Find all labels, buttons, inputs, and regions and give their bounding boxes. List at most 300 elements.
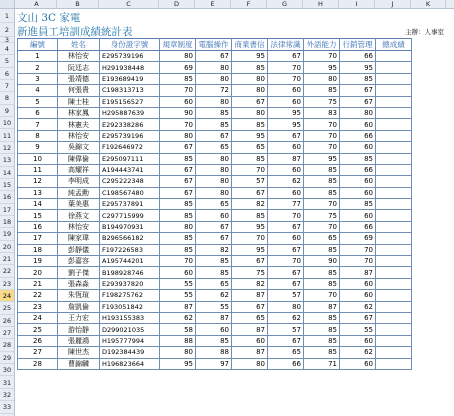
table-cell[interactable]: 95 — [232, 130, 268, 141]
table-cell[interactable]: 11 — [18, 164, 58, 175]
row-header-5[interactable]: 5 — [0, 55, 14, 67]
table-cell[interactable]: 何張貴 — [58, 85, 100, 96]
table-cell[interactable]: 85 — [304, 244, 340, 255]
table-cell[interactable]: 67 — [340, 96, 376, 107]
row-header-1[interactable]: 1 — [0, 9, 14, 23]
table-cell[interactable]: 85 — [160, 73, 196, 84]
row-header-25[interactable]: 25 — [0, 302, 14, 314]
table-cell[interactable]: 60 — [196, 324, 232, 335]
table-cell[interactable]: 65 — [196, 142, 232, 153]
table-cell[interactable]: 陳士桂 — [58, 96, 100, 107]
table-cell[interactable]: 22 — [18, 290, 58, 301]
table-cell[interactable]: 87 — [268, 153, 304, 164]
table-cell[interactable]: 70 — [304, 130, 340, 141]
table-cell[interactable] — [376, 73, 412, 84]
table-cell[interactable]: 60 — [340, 187, 376, 198]
table-header-cell[interactable]: 商業書信 — [232, 39, 268, 51]
table-cell[interactable]: 75 — [232, 267, 268, 278]
table-cell[interactable]: 67 — [232, 96, 268, 107]
table-cell[interactable]: 70 — [268, 210, 304, 221]
table-cell[interactable]: 95 — [232, 51, 268, 62]
table-header-cell[interactable]: 總成績 — [376, 39, 412, 51]
table-cell[interactable]: 10 — [18, 153, 58, 164]
table-cell[interactable]: 徐燕文 — [58, 210, 100, 221]
row-header-24[interactable]: 24 — [0, 290, 14, 302]
table-cell[interactable]: 95 — [304, 62, 340, 73]
table-cell[interactable]: 高耀祥 — [58, 164, 100, 175]
row-header-17[interactable]: 17 — [0, 204, 14, 216]
table-cell[interactable]: 12 — [18, 176, 58, 187]
table-cell[interactable]: 70 — [340, 256, 376, 267]
table-cell[interactable] — [376, 62, 412, 73]
table-cell[interactable]: 85 — [232, 153, 268, 164]
table-cell[interactable]: 67 — [232, 187, 268, 198]
column-header-d[interactable]: D — [159, 0, 195, 8]
table-cell[interactable]: 85 — [340, 153, 376, 164]
table-cell[interactable]: A194443741 — [100, 164, 160, 175]
table-cell[interactable]: 70 — [160, 119, 196, 130]
table-cell[interactable] — [376, 199, 412, 210]
table-cell[interactable]: 66 — [340, 51, 376, 62]
table-cell[interactable]: 劉子傑 — [58, 267, 100, 278]
table-cell[interactable]: 85 — [196, 256, 232, 267]
table-cell[interactable]: 95 — [160, 358, 196, 369]
table-cell[interactable]: E295739196 — [100, 51, 160, 62]
table-cell[interactable]: 67 — [160, 142, 196, 153]
table-cell[interactable]: 9 — [18, 142, 58, 153]
table-cell[interactable]: 97 — [196, 358, 232, 369]
table-cell[interactable]: 60 — [160, 96, 196, 107]
table-header-cell[interactable]: 法律常識 — [268, 39, 304, 51]
row-header-22[interactable]: 22 — [0, 265, 14, 277]
column-header-e[interactable]: E — [195, 0, 231, 8]
table-cell[interactable]: H193155383 — [100, 312, 160, 323]
table-cell[interactable]: 80 — [160, 221, 196, 232]
table-cell[interactable] — [376, 176, 412, 187]
table-cell[interactable]: 85 — [232, 119, 268, 130]
table-cell[interactable] — [376, 164, 412, 175]
table-cell[interactable]: 28 — [18, 358, 58, 369]
table-cell[interactable]: D299021035 — [100, 324, 160, 335]
table-cell[interactable]: 曹錦麟 — [58, 358, 100, 369]
row-header-12[interactable]: 12 — [0, 142, 14, 154]
table-cell[interactable]: 62 — [340, 347, 376, 358]
table-cell[interactable]: 70 — [304, 142, 340, 153]
table-cell[interactable]: 67 — [196, 51, 232, 62]
table-cell[interactable]: 彭靜儀 — [58, 244, 100, 255]
table-cell[interactable]: 80 — [196, 187, 232, 198]
table-cell[interactable]: 95 — [268, 119, 304, 130]
table-cell[interactable]: 69 — [340, 233, 376, 244]
table-cell[interactable]: 83 — [304, 107, 340, 118]
table-cell[interactable]: 87 — [340, 267, 376, 278]
table-cell[interactable]: 82 — [196, 244, 232, 255]
table-cell[interactable]: 陳家瑋 — [58, 233, 100, 244]
table-header-cell[interactable]: 電腦操作 — [196, 39, 232, 51]
table-cell[interactable]: 70 — [340, 244, 376, 255]
table-cell[interactable]: 60 — [340, 142, 376, 153]
table-cell[interactable]: 95 — [232, 244, 268, 255]
table-cell[interactable]: 85 — [160, 233, 196, 244]
table-cell[interactable]: 57 — [268, 290, 304, 301]
column-header-c[interactable]: C — [99, 0, 159, 8]
table-cell[interactable]: 87 — [304, 301, 340, 312]
table-cell[interactable]: 67 — [340, 85, 376, 96]
row-header-33[interactable]: 33 — [0, 401, 14, 413]
row-header-2[interactable]: 2 — [0, 23, 14, 37]
table-cell[interactable]: 60 — [340, 335, 376, 346]
row-header-3[interactable]: 3 — [0, 37, 14, 43]
table-cell[interactable]: 77 — [268, 199, 304, 210]
table-cell[interactable]: 90 — [304, 256, 340, 267]
table-cell[interactable]: 88 — [160, 335, 196, 346]
table-cell[interactable]: 85 — [304, 278, 340, 289]
table-cell[interactable]: 87 — [232, 347, 268, 358]
table-cell[interactable] — [376, 358, 412, 369]
table-cell[interactable]: 85 — [160, 199, 196, 210]
table-cell[interactable]: 80 — [196, 73, 232, 84]
table-cell[interactable]: 80 — [232, 73, 268, 84]
table-cell[interactable]: 70 — [304, 221, 340, 232]
row-header-30[interactable]: 30 — [0, 364, 14, 376]
table-cell[interactable]: 60 — [160, 267, 196, 278]
row-header-19[interactable]: 19 — [0, 228, 14, 240]
table-cell[interactable]: 60 — [340, 119, 376, 130]
table-cell[interactable]: 張麗鴻 — [58, 335, 100, 346]
table-cell[interactable]: 70 — [268, 256, 304, 267]
table-cell[interactable]: 67 — [268, 267, 304, 278]
table-cell[interactable] — [376, 130, 412, 141]
table-cell[interactable]: 85 — [304, 164, 340, 175]
table-cell[interactable]: 林怡安 — [58, 51, 100, 62]
table-cell[interactable]: F197226583 — [100, 244, 160, 255]
table-cell[interactable]: 張森淼 — [58, 278, 100, 289]
table-cell[interactable]: 67 — [268, 278, 304, 289]
table-cell[interactable]: 4 — [18, 85, 58, 96]
table-cell[interactable]: 66 — [340, 164, 376, 175]
table-cell[interactable]: 55 — [160, 278, 196, 289]
table-cell[interactable] — [376, 119, 412, 130]
table-cell[interactable]: 20 — [18, 267, 58, 278]
row-header-32[interactable]: 32 — [0, 389, 14, 401]
table-cell[interactable]: H196823664 — [100, 358, 160, 369]
table-cell[interactable]: 85 — [232, 210, 268, 221]
table-cell[interactable]: B194970931 — [100, 221, 160, 232]
table-cell[interactable]: 67 — [268, 335, 304, 346]
table-cell[interactable]: 95 — [268, 107, 304, 118]
table-cell[interactable]: 85 — [304, 324, 340, 335]
table-cell[interactable]: 55 — [340, 324, 376, 335]
table-cell[interactable]: 詹凱倫 — [58, 301, 100, 312]
table-cell[interactable]: 67 — [268, 51, 304, 62]
table-cell[interactable]: 60 — [340, 358, 376, 369]
table-cell[interactable]: C198567480 — [100, 187, 160, 198]
table-cell[interactable]: 80 — [232, 358, 268, 369]
table-cell[interactable]: 65 — [196, 199, 232, 210]
table-cell[interactable]: 24 — [18, 312, 58, 323]
table-cell[interactable]: 70 — [232, 233, 268, 244]
column-header-a[interactable]: A — [17, 0, 57, 8]
table-cell[interactable]: 85 — [196, 267, 232, 278]
table-cell[interactable]: 85 — [232, 62, 268, 73]
table-cell[interactable]: 62 — [340, 301, 376, 312]
table-cell[interactable]: 陳偉倫 — [58, 153, 100, 164]
table-cell[interactable]: 88 — [196, 347, 232, 358]
table-cell[interactable]: 65 — [232, 142, 268, 153]
table-cell[interactable]: E295737891 — [100, 199, 160, 210]
table-cell[interactable]: 82 — [232, 278, 268, 289]
table-cell[interactable]: 60 — [340, 176, 376, 187]
table-cell[interactable]: 57 — [268, 324, 304, 335]
table-cell[interactable]: 3 — [18, 73, 58, 84]
table-cell[interactable] — [376, 267, 412, 278]
table-cell[interactable]: 80 — [268, 301, 304, 312]
table-cell[interactable]: 85 — [304, 335, 340, 346]
row-header-18[interactable]: 18 — [0, 216, 14, 228]
table-cell[interactable]: 游怡靜 — [58, 324, 100, 335]
column-header-f[interactable]: F — [231, 0, 267, 8]
table-cell[interactable]: 65 — [304, 233, 340, 244]
table-cell[interactable] — [376, 96, 412, 107]
row-header-10[interactable]: 10 — [0, 117, 14, 129]
table-cell[interactable]: 67 — [232, 256, 268, 267]
table-cell[interactable]: 80 — [232, 85, 268, 96]
row-header-9[interactable]: 9 — [0, 105, 14, 117]
table-cell[interactable]: 65 — [232, 312, 268, 323]
row-header-6[interactable]: 6 — [0, 68, 14, 80]
table-cell[interactable]: 71 — [304, 358, 340, 369]
table-cell[interactable]: 60 — [196, 210, 232, 221]
table-cell[interactable] — [376, 278, 412, 289]
table-cell[interactable]: 75 — [304, 210, 340, 221]
table-cell[interactable]: E295739196 — [100, 130, 160, 141]
table-cell[interactable]: 87 — [232, 290, 268, 301]
column-header-j[interactable]: J — [375, 0, 411, 8]
table-cell[interactable]: 57 — [232, 176, 268, 187]
table-cell[interactable]: 70 — [304, 51, 340, 62]
table-cell[interactable]: 85 — [304, 347, 340, 358]
table-cell[interactable]: 林家鳳 — [58, 107, 100, 118]
table-cell[interactable]: 67 — [232, 301, 268, 312]
table-cell[interactable]: 60 — [268, 142, 304, 153]
row-header-21[interactable]: 21 — [0, 253, 14, 265]
table-cell[interactable]: 75 — [304, 96, 340, 107]
table-cell[interactable]: 67 — [196, 130, 232, 141]
table-cell[interactable]: H291938448 — [100, 62, 160, 73]
table-cell[interactable]: 67 — [160, 187, 196, 198]
table-cell[interactable]: 60 — [268, 96, 304, 107]
table-cell[interactable]: 16 — [18, 221, 58, 232]
table-cell[interactable]: 95 — [340, 62, 376, 73]
table-header-cell[interactable]: 行銷管理 — [340, 39, 376, 51]
table-cell[interactable] — [376, 85, 412, 96]
column-header-h[interactable]: H — [303, 0, 339, 8]
row-header-23[interactable]: 23 — [0, 278, 14, 290]
table-cell[interactable]: F192646972 — [100, 142, 160, 153]
table-cell[interactable]: 70 — [304, 199, 340, 210]
table-cell[interactable]: 70 — [160, 256, 196, 267]
table-cell[interactable]: 80 — [340, 107, 376, 118]
table-cell[interactable]: E193689419 — [100, 73, 160, 84]
column-header-g[interactable]: G — [267, 0, 303, 8]
table-cell[interactable]: 66 — [268, 358, 304, 369]
table-cell[interactable]: 85 — [196, 107, 232, 118]
table-cell[interactable]: 6 — [18, 107, 58, 118]
table-cell[interactable]: 70 — [232, 164, 268, 175]
table-cell[interactable]: H295887639 — [100, 107, 160, 118]
table-cell[interactable]: 80 — [196, 62, 232, 73]
table-cell[interactable]: F198275762 — [100, 290, 160, 301]
table-cell[interactable] — [376, 256, 412, 267]
table-cell[interactable]: 葉美惠 — [58, 199, 100, 210]
table-cell[interactable]: 1 — [18, 51, 58, 62]
table-cell[interactable] — [376, 107, 412, 118]
table-cell[interactable]: 李明成 — [58, 176, 100, 187]
table-cell[interactable]: 85 — [340, 199, 376, 210]
table-cell[interactable]: 87 — [196, 312, 232, 323]
table-cell[interactable]: 80 — [160, 51, 196, 62]
table-cell[interactable]: 67 — [268, 221, 304, 232]
table-cell[interactable]: 17 — [18, 233, 58, 244]
table-cell[interactable]: 85 — [160, 210, 196, 221]
row-header-13[interactable]: 13 — [0, 154, 14, 166]
row-header-14[interactable]: 14 — [0, 167, 14, 179]
table-header-cell[interactable]: 規章制度 — [160, 39, 196, 51]
table-cell[interactable]: 80 — [160, 130, 196, 141]
table-cell[interactable] — [376, 210, 412, 221]
table-cell[interactable]: 70 — [268, 62, 304, 73]
table-cell[interactable]: 67 — [268, 130, 304, 141]
table-cell[interactable]: 65 — [196, 278, 232, 289]
table-cell[interactable]: 2 — [18, 62, 58, 73]
table-cell[interactable]: 70 — [268, 73, 304, 84]
table-cell[interactable]: 65 — [268, 347, 304, 358]
table-cell[interactable]: C198313713 — [100, 85, 160, 96]
table-cell[interactable]: 陳世杰 — [58, 347, 100, 358]
column-header-k[interactable]: K — [411, 0, 446, 8]
table-cell[interactable]: 85 — [196, 119, 232, 130]
row-header-4[interactable]: 4 — [0, 43, 14, 55]
table-cell[interactable]: B198928746 — [100, 267, 160, 278]
table-cell[interactable]: 62 — [196, 290, 232, 301]
row-header-20[interactable]: 20 — [0, 241, 14, 253]
table-cell[interactable]: 60 — [232, 335, 268, 346]
table-header-cell[interactable]: 編號 — [18, 39, 58, 51]
table-cell[interactable]: E292338286 — [100, 119, 160, 130]
table-cell[interactable]: 62 — [268, 176, 304, 187]
table-cell[interactable]: 60 — [268, 233, 304, 244]
table-cell[interactable]: 95 — [304, 153, 340, 164]
table-cell[interactable]: H195777994 — [100, 335, 160, 346]
table-cell[interactable]: 62 — [268, 312, 304, 323]
table-cell[interactable] — [376, 290, 412, 301]
table-cell[interactable] — [376, 221, 412, 232]
table-cell[interactable]: 67 — [268, 244, 304, 255]
table-cell[interactable]: E293937820 — [100, 278, 160, 289]
table-header-cell[interactable]: 姓名 — [58, 39, 100, 51]
row-header-27[interactable]: 27 — [0, 327, 14, 339]
row-header-16[interactable]: 16 — [0, 191, 14, 203]
table-cell[interactable] — [376, 347, 412, 358]
table-cell[interactable]: 60 — [340, 278, 376, 289]
table-cell[interactable]: B296566182 — [100, 233, 160, 244]
table-cell[interactable]: 80 — [232, 107, 268, 118]
table-cell[interactable]: 19 — [18, 256, 58, 267]
table-cell[interactable]: 21 — [18, 278, 58, 289]
table-cell[interactable]: 彭嘉容 — [58, 256, 100, 267]
table-cell[interactable]: 85 — [304, 85, 340, 96]
table-cell[interactable] — [376, 51, 412, 62]
table-cell[interactable]: 70 — [304, 119, 340, 130]
table-header-cell[interactable]: 身份證字號 — [100, 39, 160, 51]
table-cell[interactable]: 67 — [196, 221, 232, 232]
table-cell[interactable]: 66 — [340, 130, 376, 141]
table-cell[interactable]: 70 — [304, 290, 340, 301]
table-cell[interactable]: 吳錦文 — [58, 142, 100, 153]
table-cell[interactable] — [376, 335, 412, 346]
table-cell[interactable]: 23 — [18, 301, 58, 312]
table-cell[interactable]: 25 — [18, 324, 58, 335]
table-cell[interactable]: 85 — [160, 244, 196, 255]
table-cell[interactable]: 85 — [304, 187, 340, 198]
table-cell[interactable] — [376, 312, 412, 323]
table-cell[interactable] — [376, 142, 412, 153]
row-header-7[interactable]: 7 — [0, 80, 14, 92]
table-cell[interactable]: E195156527 — [100, 96, 160, 107]
table-cell[interactable]: 70 — [160, 85, 196, 96]
table-cell[interactable]: 15 — [18, 210, 58, 221]
table-cell[interactable]: C295222348 — [100, 176, 160, 187]
table-cell[interactable]: 85 — [340, 73, 376, 84]
table-header-cell[interactable]: 外語能力 — [304, 39, 340, 51]
table-cell[interactable]: 85 — [304, 176, 340, 187]
column-header-b[interactable]: B — [57, 0, 99, 8]
table-cell[interactable]: 80 — [196, 96, 232, 107]
table-cell[interactable]: 87 — [160, 301, 196, 312]
table-cell[interactable]: 80 — [304, 73, 340, 84]
table-cell[interactable]: 朱恆瑄 — [58, 290, 100, 301]
table-cell[interactable] — [376, 153, 412, 164]
table-cell[interactable]: 55 — [160, 290, 196, 301]
column-header-i[interactable]: I — [339, 0, 375, 8]
table-cell[interactable]: 85 — [196, 335, 232, 346]
table-cell[interactable]: 林怡安 — [58, 221, 100, 232]
table-cell[interactable]: 66 — [340, 221, 376, 232]
table-cell[interactable]: A195744201 — [100, 256, 160, 267]
table-cell[interactable]: 80 — [196, 153, 232, 164]
table-cell[interactable]: 67 — [340, 312, 376, 323]
table-cell[interactable] — [376, 233, 412, 244]
table-cell[interactable]: 18 — [18, 244, 58, 255]
table-cell[interactable]: 85 — [304, 267, 340, 278]
table-cell[interactable]: 張靖德 — [58, 73, 100, 84]
table-cell[interactable]: 60 — [340, 290, 376, 301]
table-cell[interactable]: C297715999 — [100, 210, 160, 221]
table-cell[interactable]: 67 — [160, 176, 196, 187]
table-cell[interactable]: 80 — [196, 176, 232, 187]
table-cell[interactable]: 85 — [160, 153, 196, 164]
table-cell[interactable]: 14 — [18, 199, 58, 210]
select-all-corner[interactable] — [0, 0, 15, 8]
row-header-28[interactable]: 28 — [0, 339, 14, 351]
row-header-8[interactable]: 8 — [0, 92, 14, 104]
table-cell[interactable] — [376, 324, 412, 335]
table-cell[interactable]: 67 — [196, 233, 232, 244]
table-cell[interactable]: 90 — [160, 107, 196, 118]
table-cell[interactable] — [376, 301, 412, 312]
table-cell[interactable]: 55 — [196, 301, 232, 312]
row-header-15[interactable]: 15 — [0, 179, 14, 191]
